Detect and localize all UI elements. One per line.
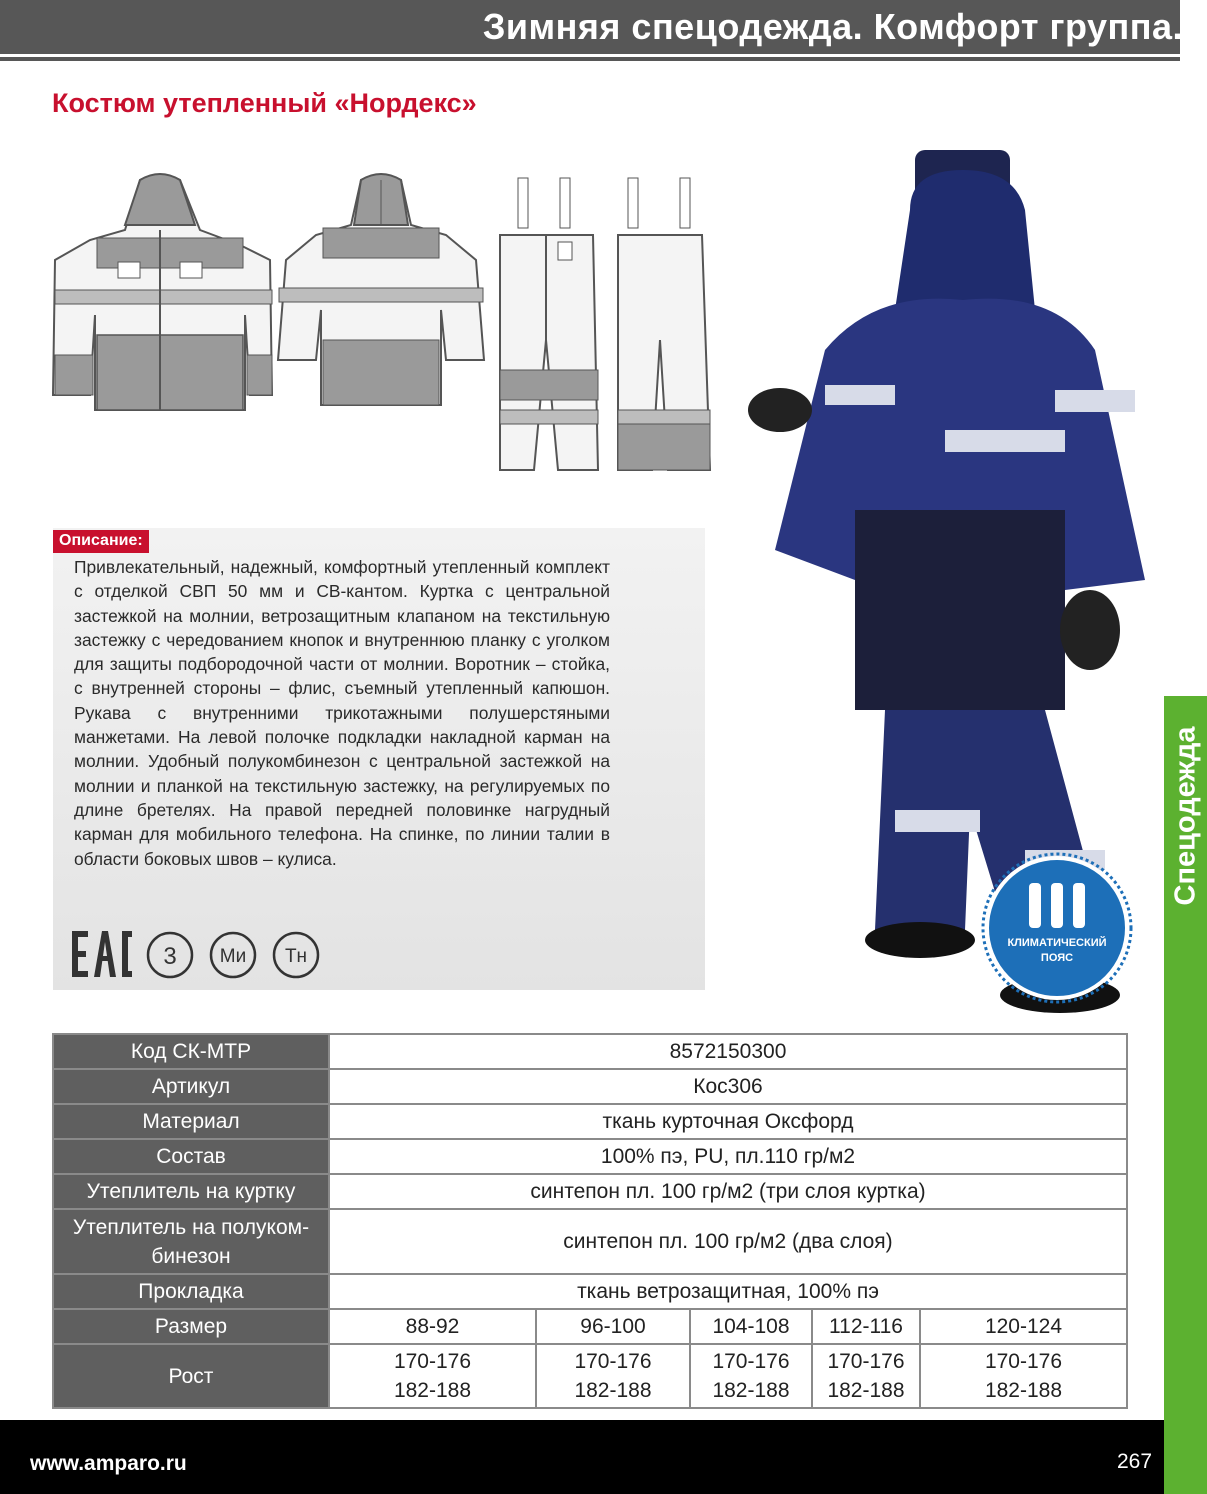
table-row bbox=[53, 1104, 1127, 1139]
cert-tn-label: Тн bbox=[284, 946, 308, 967]
header-underline bbox=[0, 57, 1180, 61]
row-label: Материал bbox=[53, 1104, 329, 1139]
footer-url-link[interactable]: www.amparo.ru bbox=[30, 1452, 187, 1475]
side-tab-label-wrap bbox=[1164, 696, 1207, 936]
row-label: Утеплитель на полуком-бинезон bbox=[53, 1209, 329, 1274]
section-title: Зимняя спецодежда. Комфорт группа. bbox=[482, 6, 1183, 47]
height-cell bbox=[812, 1344, 920, 1408]
height-range-b: 182-188 bbox=[574, 1379, 652, 1402]
table-row bbox=[53, 1069, 1127, 1104]
height-range-b: 182-188 bbox=[984, 1379, 1063, 1402]
row-value: синтепон пл. 100 гр/м2 (три слоя куртка) bbox=[329, 1174, 1127, 1209]
size-cell: 104-108 bbox=[690, 1309, 812, 1344]
row-value: ткань ветрозащитная, 100% пэ bbox=[329, 1274, 1127, 1309]
height-label: Рост bbox=[53, 1344, 329, 1408]
height-cell bbox=[536, 1344, 690, 1408]
size-cell: 112-116 bbox=[812, 1309, 920, 1344]
eac-mark-icon bbox=[72, 931, 132, 977]
mi-mark-icon bbox=[211, 933, 255, 977]
size-row bbox=[53, 1309, 1127, 1344]
height-range-a: 170-176 bbox=[984, 1350, 1063, 1373]
height-range-a: 170-176 bbox=[393, 1350, 472, 1373]
height-range-b: 182-188 bbox=[393, 1379, 472, 1402]
cert-mi-label: Ми bbox=[219, 946, 247, 967]
height-row bbox=[53, 1344, 1127, 1408]
table-row bbox=[53, 1034, 1127, 1069]
height-cell bbox=[920, 1344, 1127, 1408]
product-photo bbox=[735, 110, 1165, 1030]
row-label: Утеплитель на куртку bbox=[53, 1174, 329, 1209]
height-range-a: 170-176 bbox=[827, 1350, 905, 1373]
cert-class-label: 3 bbox=[163, 943, 177, 970]
height-cell bbox=[329, 1344, 536, 1408]
page-number: 267 bbox=[1117, 1450, 1153, 1473]
tn-mark-icon bbox=[274, 933, 318, 977]
side-tab-label: Спецодежда bbox=[1169, 726, 1201, 906]
row-value: Кос306 bbox=[329, 1069, 1127, 1104]
row-label: Состав bbox=[53, 1139, 329, 1174]
height-range-a: 170-176 bbox=[712, 1350, 790, 1373]
overalls-back-drawing bbox=[618, 178, 710, 470]
height-range-b: 182-188 bbox=[827, 1379, 905, 1402]
description-label: Описание: bbox=[53, 530, 149, 553]
protection-class-3-icon bbox=[148, 933, 192, 977]
table-row bbox=[53, 1209, 1127, 1274]
row-label: Прокладка bbox=[53, 1274, 329, 1309]
table-row bbox=[53, 1139, 1127, 1174]
description-text: Привлекательный, надежный, комфортный утепленный комплект с отделкой СВП 50 мм и СВ-кантом. Куртка с центральной застежкой на молнии, ветрозащитным клапаном на текстильную застежку с чередованием кнопок и внутреннюю планку с уголком для защиты подбородочной части от молнии. Воротник – стойка, с внутренней стороны – флис, съемный утепленный капюшон. Рукава с внутренними трикотажными полушерстяными манжетами. На левой полочке подкладки накладной карман на молнии. Удобный полукомбинезон с центральной застежкой на молнии и планкой на текстильную застежку, на регулируемых по длине бретелях. На правой передней половинке нагрудный карман для мобильного телефона. На спинке, по линии талии в области боковых швов – кулиса. bbox=[74, 557, 610, 869]
certification-marks bbox=[70, 928, 370, 982]
height-cell bbox=[690, 1344, 812, 1408]
size-cell: 96-100 bbox=[536, 1309, 690, 1344]
badge-line-2: ПОЯС bbox=[1040, 952, 1074, 964]
product-title: Костюм утепленный «Нордекс» bbox=[52, 88, 477, 118]
row-label: Артикул bbox=[53, 1069, 329, 1104]
table-row bbox=[53, 1274, 1127, 1309]
table-row bbox=[53, 1174, 1127, 1209]
height-range-b: 182-188 bbox=[712, 1379, 790, 1402]
row-value: синтепон пл. 100 гр/м2 (два слоя) bbox=[329, 1209, 1127, 1274]
row-value: 100% пэ, PU, пл.110 гр/м2 bbox=[329, 1139, 1127, 1174]
jacket-back-drawing bbox=[278, 174, 484, 405]
jacket-front-drawing bbox=[53, 174, 272, 410]
height-range-a: 170-176 bbox=[574, 1350, 652, 1373]
row-label: Код СК-МТР bbox=[53, 1034, 329, 1069]
size-cell: 120-124 bbox=[920, 1309, 1127, 1344]
size-cell: 88-92 bbox=[329, 1309, 536, 1344]
row-value: 8572150300 bbox=[329, 1034, 1127, 1069]
overalls-front-drawing bbox=[500, 178, 598, 470]
climate-zone-badge bbox=[983, 854, 1131, 1002]
spec-table bbox=[52, 1033, 1128, 1409]
badge-line-1: КЛИМАТИЧЕСКИЙ bbox=[1007, 937, 1107, 949]
size-label: Размер bbox=[53, 1309, 329, 1344]
technical-drawings bbox=[50, 170, 720, 480]
row-value: ткань курточная Оксфорд bbox=[329, 1104, 1127, 1139]
